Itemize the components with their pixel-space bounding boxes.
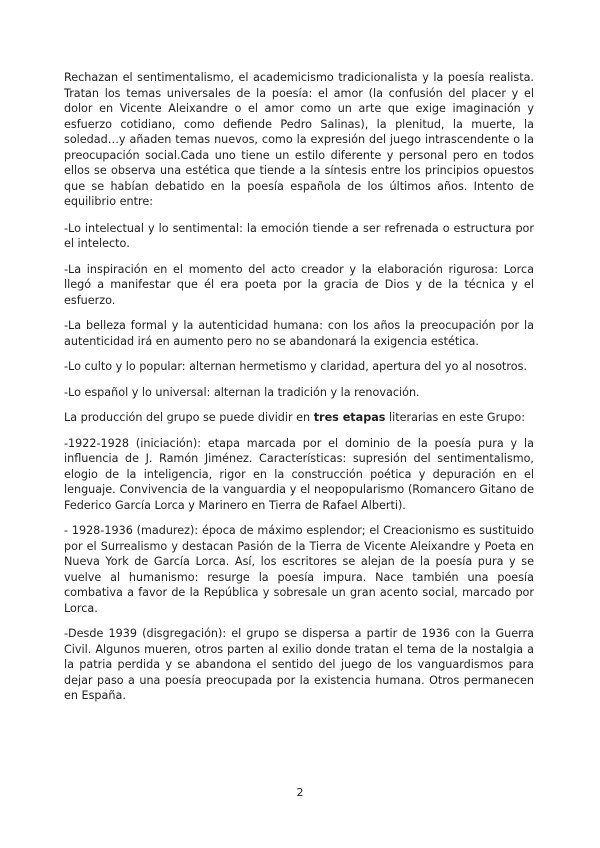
page-number: 2 xyxy=(296,786,304,799)
stages-intro-text: La producción del grupo se puede dividir en xyxy=(64,411,314,424)
balance-item-beauty: -La belleza formal y la autenticidad humana: con los años la preocupación por la autenticidad irá en aumento pero no se abandonará la exigencia estética. xyxy=(64,319,534,348)
stages-intro-text-end: literarias en este Grupo: xyxy=(385,411,526,424)
intro-paragraph: Rechazan el sentimentalismo, el academicismo tradicionalista y la poesía realista. Tratan los temas universales de la poesía: el amor (la confusión del placer y el dolor en Vicente Aleixandre o el amor como un arte que exige imaginación y esfuerzo cotidiano, como defiende Pedro Salinas), la plenitud, la muerte, la soledad…y añaden temas nuevos, como la expresión del juego intrascendente o la preocupación social.Cada uno tiene un estilo diferente y personal pero en todos ellos se observa una estética que tiende a la síntesis entre los principios opuestos que se habían debatido en la poesía española de los últimos años. Intento de equilibrio entre: xyxy=(64,71,534,208)
stages-intro-bold: tres etapas xyxy=(313,411,386,424)
balance-item-spanish: -Lo español y lo universal: alternan la tradición y la renovación. xyxy=(64,385,420,399)
balance-item-culture: -Lo culto y lo popular: alternan hermetismo y claridad, apertura del yo al nosotros. xyxy=(64,360,528,373)
stage-disintegration: -Desde 1939 (disgregación): el grupo se dispersa a partir de 1936 con la Guerra Civil. Algunos mueren, otros parten al exilio donde tratan el tema de la nostalgia a la patria perdida y se abandona el sentido del juego de los vanguardismos para dejar paso a una poesía preocupada por la existencia humana. Otros permanecen en España. xyxy=(64,627,534,702)
stage-maturity: - 1928-1936 (madurez): época de máximo esplendor; el Creacionismo es sustituido por el Surrealismo y destacan Pasión de la Tierra de Vicente Aleixandre y Poeta en Nueva York de García Lorca. Así, los escritores se alejan de la poesía pura y se vuelve al humanismo: resurge la poesía impura. Nace también una poesía combativa a favor de la República y sobresale un gran acento social, marcado por Lorca. xyxy=(64,524,534,615)
balance-item-inspiration: -La inspiración en el momento del acto creador y la elaboración rigurosa: Lorca llegó a manifestar que él era poeta por la gracia de Dios y de la técnica y el esfuerzo. xyxy=(64,262,534,307)
stages-intro-paragraph xyxy=(64,410,534,426)
body-text xyxy=(64,70,534,714)
stage-initiation: -1922-1928 (iniciación): etapa marcada por el dominio de la poesía pura y la influencia de J. Ramón Jiménez. Características: supresión del sentimentalismo, elogio de la inteligencia, rigor en la construcción poética y depuración en el lenguaje. Convivencia de la vanguardia y el neopopularismo (Romancero Gitano de Federico García Lorca y Marinero en Tierra de Rafael Alberti). xyxy=(64,436,534,512)
balance-item-intellect: -Lo intelectual y lo sentimental: la emoción tiende a ser refrenada o estructura por el intelecto. xyxy=(64,221,534,250)
